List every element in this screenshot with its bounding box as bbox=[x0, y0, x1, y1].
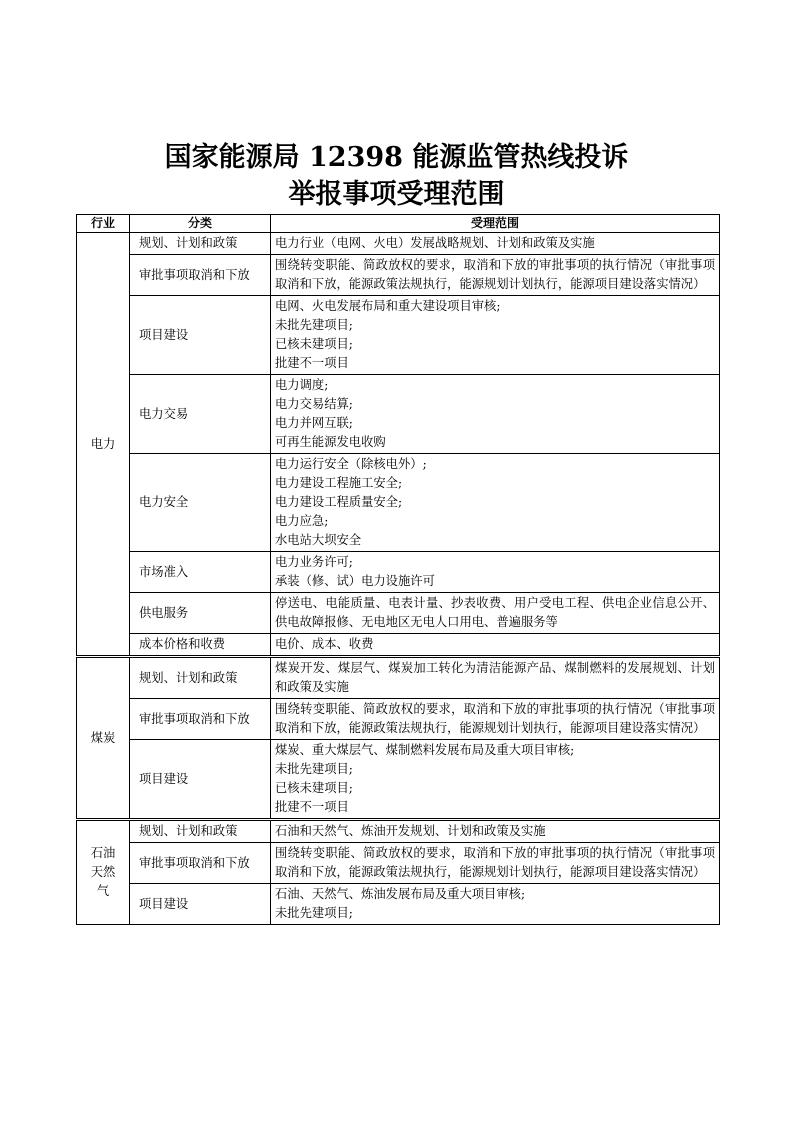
scope-line: 电力运行安全（除核电外）; bbox=[275, 457, 427, 471]
industry-cell: 电力 bbox=[77, 233, 130, 657]
category-cell: 规划、计划和政策 bbox=[130, 820, 271, 843]
table-row bbox=[77, 296, 720, 375]
category-cell: 电力交易 bbox=[130, 375, 271, 454]
table-row bbox=[77, 255, 720, 296]
table-body bbox=[77, 233, 720, 925]
scope-cell bbox=[271, 657, 720, 699]
category-cell: 审批事项取消和下放 bbox=[130, 699, 271, 740]
header-industry: 行业 bbox=[77, 215, 130, 233]
scope-line: 电网、火电发展布局和重大建设项目审核; bbox=[275, 299, 501, 313]
scope-line: 已核未建项目; bbox=[275, 337, 353, 351]
scope-cell bbox=[271, 593, 720, 634]
scope-line: 水电站大坝安全 bbox=[275, 533, 362, 547]
table-row bbox=[77, 552, 720, 593]
table-row bbox=[77, 375, 720, 454]
scope-line: 石油、天然气、炼油发展布局及重大项目审核; bbox=[275, 887, 526, 901]
scope-line: 已核未建项目; bbox=[275, 781, 353, 795]
scope-line: 电力交易结算; bbox=[275, 397, 353, 411]
scope-line: 电价、成本、收费 bbox=[275, 637, 374, 651]
scope-line: 电力建设工程施工安全; bbox=[275, 476, 403, 490]
scope-line: 煤炭、重大煤层气、煤制燃料发展布局及重大项目审核; bbox=[275, 743, 575, 757]
category-cell: 审批事项取消和下放 bbox=[130, 255, 271, 296]
header-scope: 受理范围 bbox=[271, 215, 720, 233]
category-cell: 供电服务 bbox=[130, 593, 271, 634]
category-cell: 电力安全 bbox=[130, 454, 271, 552]
scope-cell bbox=[271, 552, 720, 593]
scope-cell bbox=[271, 375, 720, 454]
scope-cell bbox=[271, 699, 720, 740]
scope-cell bbox=[271, 820, 720, 843]
scope-line: 批建不一项目 bbox=[275, 356, 349, 370]
scope-line: 电力并网互联; bbox=[275, 416, 353, 430]
scope-line: 石油和天然气、炼油开发规划、计划和政策及实施 bbox=[275, 824, 546, 838]
industry-name-line: 气 bbox=[96, 884, 110, 898]
header-category: 分类 bbox=[130, 215, 271, 233]
scope-table bbox=[76, 214, 720, 925]
scope-cell bbox=[271, 296, 720, 375]
category-cell: 市场准入 bbox=[130, 552, 271, 593]
category-cell: 项目建设 bbox=[130, 740, 271, 820]
scope-line: 电力行业（电网、火电）发展战略规划、计划和政策及实施 bbox=[275, 236, 595, 250]
table-row bbox=[77, 843, 720, 884]
category-cell: 规划、计划和政策 bbox=[130, 233, 271, 255]
table-header-row bbox=[77, 215, 720, 233]
category-cell: 项目建设 bbox=[130, 884, 271, 925]
category-cell: 审批事项取消和下放 bbox=[130, 843, 271, 884]
category-cell: 成本价格和收费 bbox=[130, 634, 271, 657]
table-row bbox=[77, 634, 720, 657]
scope-line: 未批先建项目; bbox=[275, 762, 353, 776]
scope-cell bbox=[271, 233, 720, 255]
scope-cell bbox=[271, 454, 720, 552]
table-row bbox=[77, 740, 720, 820]
industry-cell bbox=[77, 820, 130, 925]
table-row bbox=[77, 454, 720, 552]
industry-name-line: 天然 bbox=[90, 865, 116, 879]
scope-line: 煤炭开发、煤层气、煤炭加工转化为清洁能源产品、煤制燃料的发展规划、计划和政策及实施 bbox=[275, 661, 715, 694]
scope-line: 未批先建项目; bbox=[275, 906, 353, 920]
title-line-2: 举报事项受理范围 bbox=[288, 179, 505, 210]
scope-line: 围绕转变职能、简政放权的要求，取消和下放的审批事项的执行情况（审批事项取消和下放，能源政策法规执行，能源规划计划执行，能源项目建设落实情况） bbox=[275, 846, 715, 879]
scope-line: 停送电、电能质量、电表计量、抄表收费、用户受电工程、供电企业信息公开、供电故障报修、无电地区无电人口用电、普遍服务等 bbox=[275, 596, 715, 629]
table-row bbox=[77, 699, 720, 740]
title-line-1: 国家能源局 12398 能源监管热线投诉 bbox=[164, 142, 629, 173]
table-row bbox=[77, 233, 720, 255]
scope-line: 可再生能源发电收购 bbox=[275, 435, 386, 449]
scope-line: 批建不一项目 bbox=[275, 800, 349, 814]
scope-cell bbox=[271, 884, 720, 925]
scope-line: 围绕转变职能、简政放权的要求，取消和下放的审批事项的执行情况（审批事项取消和下放，能源政策法规执行，能源规划计划执行，能源项目建设落实情况） bbox=[275, 258, 715, 291]
scope-cell bbox=[271, 634, 720, 657]
category-cell: 项目建设 bbox=[130, 296, 271, 375]
scope-cell bbox=[271, 740, 720, 820]
scope-line: 电力建设工程质量安全; bbox=[275, 495, 403, 509]
category-cell: 规划、计划和政策 bbox=[130, 657, 271, 699]
scope-cell bbox=[271, 255, 720, 296]
industry-cell: 煤炭 bbox=[77, 657, 130, 820]
table-row bbox=[77, 884, 720, 925]
scope-line: 围绕转变职能、简政放权的要求，取消和下放的审批事项的执行情况（审批事项取消和下放，能源政策法规执行，能源规划计划执行，能源项目建设落实情况） bbox=[275, 702, 715, 735]
scope-line: 电力应急; bbox=[275, 514, 329, 528]
table-row bbox=[77, 593, 720, 634]
table-row bbox=[77, 657, 720, 699]
scope-line: 电力调度; bbox=[275, 378, 329, 392]
scope-line: 未批先建项目; bbox=[275, 318, 353, 332]
scope-line: 电力业务许可; bbox=[275, 555, 353, 569]
table-row bbox=[77, 820, 720, 843]
scope-line: 承装（修、试）电力设施许可 bbox=[275, 574, 435, 588]
industry-name-line: 石油 bbox=[90, 846, 116, 860]
scope-cell bbox=[271, 843, 720, 884]
